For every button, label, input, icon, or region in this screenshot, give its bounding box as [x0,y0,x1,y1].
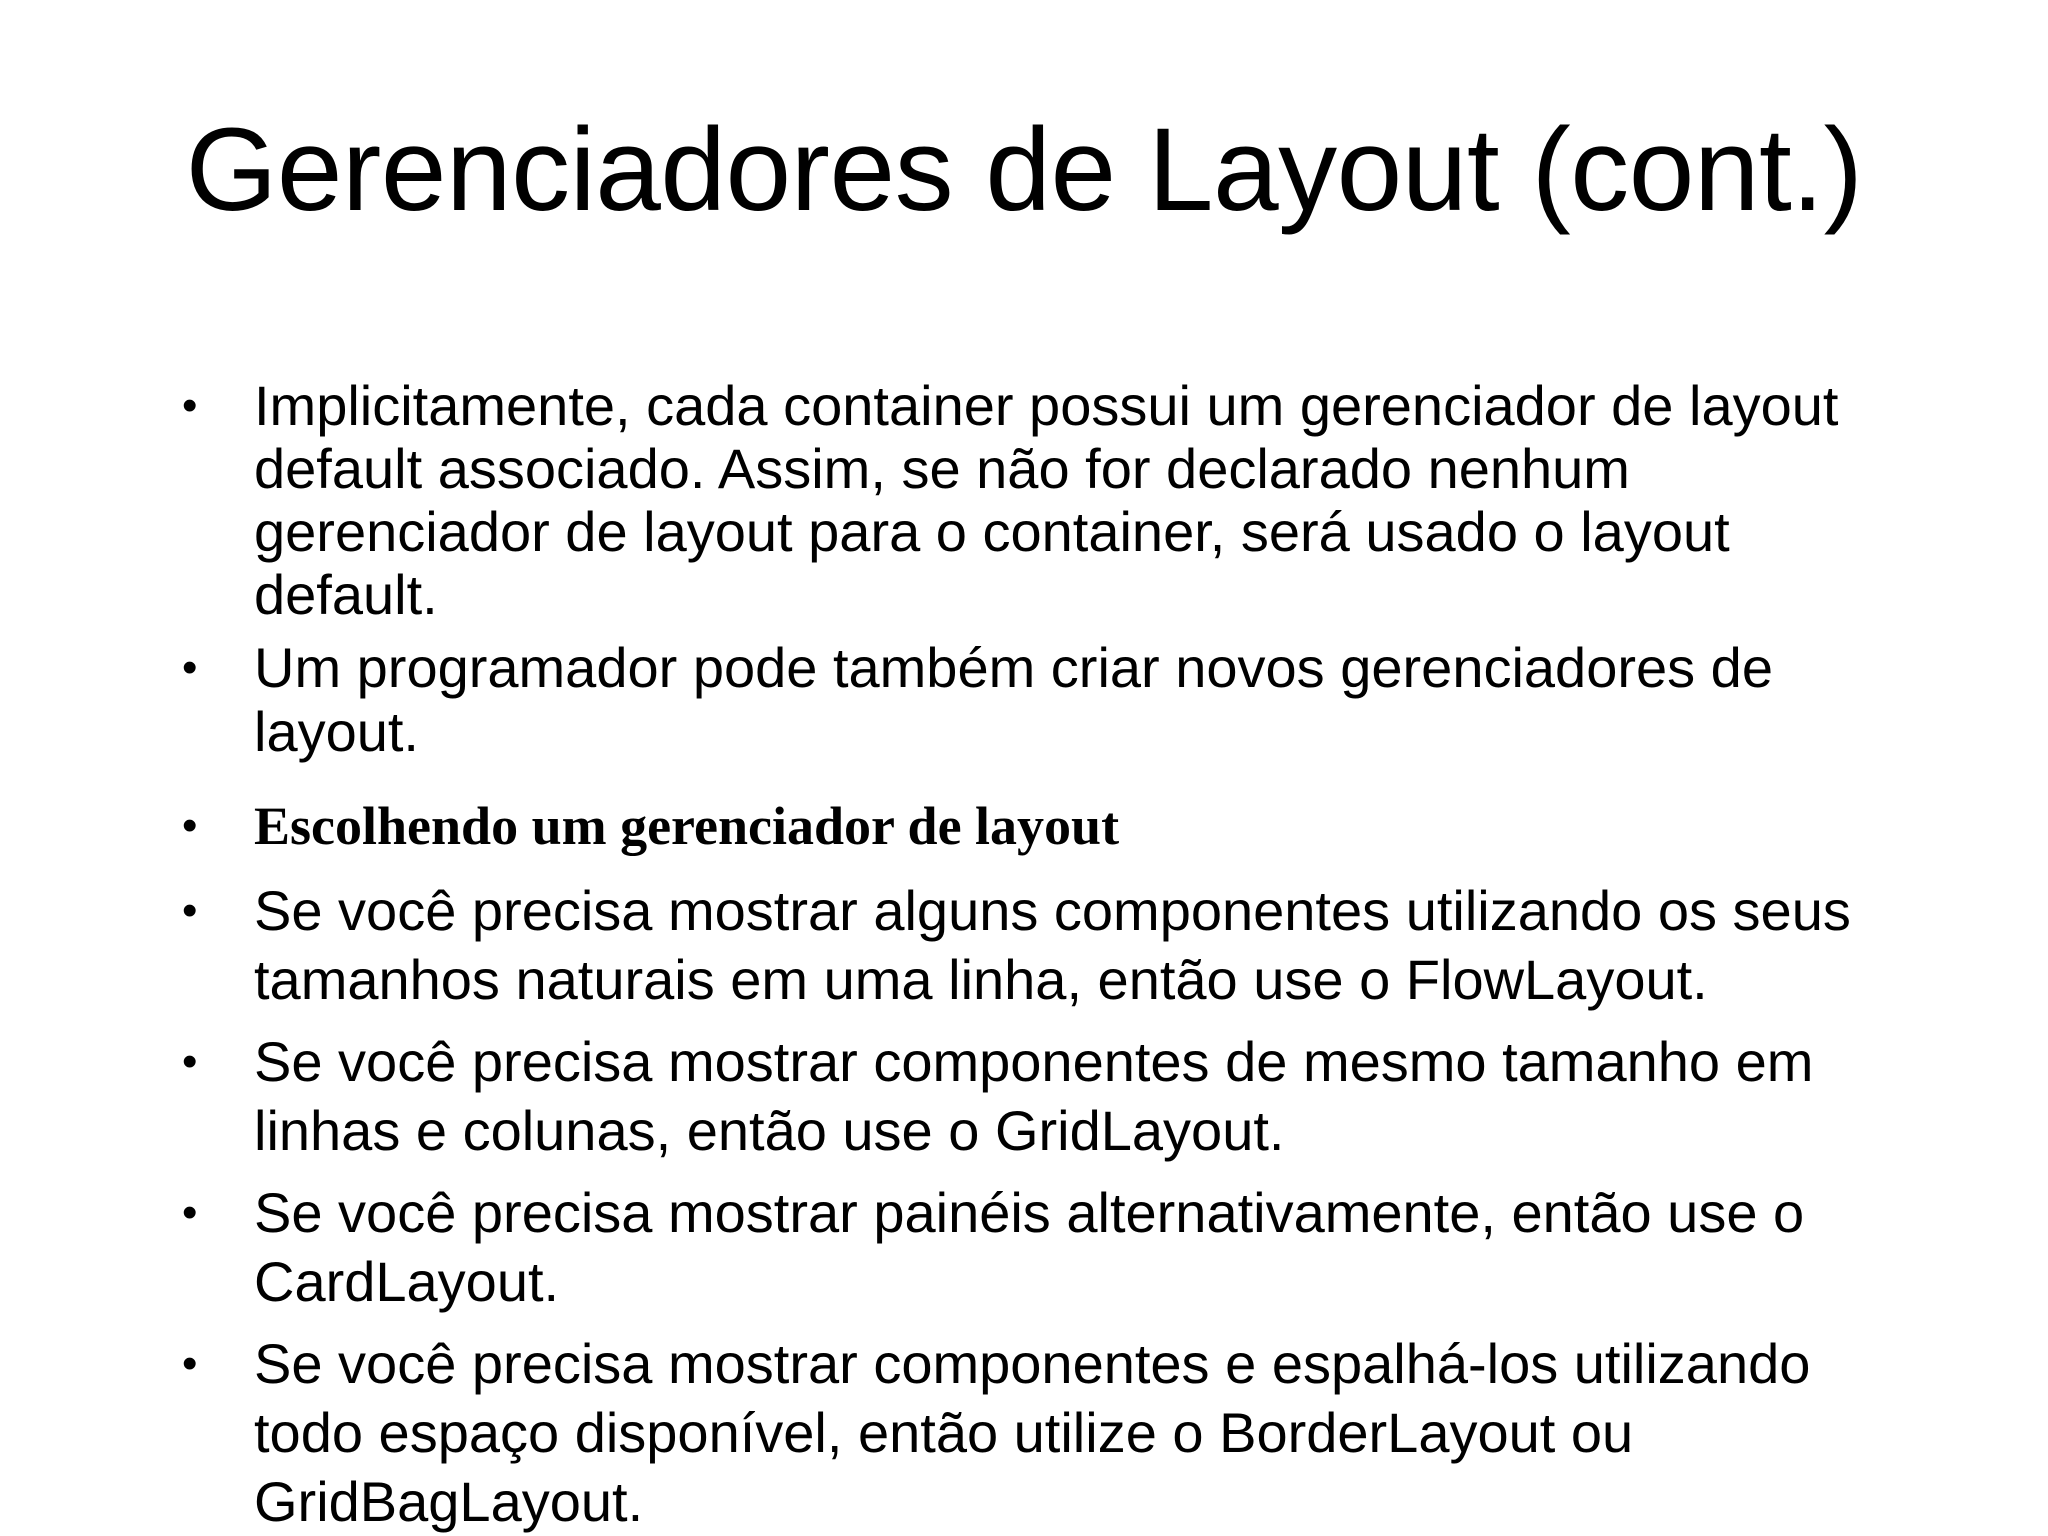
bullet-item [170,876,1910,1014]
bullet-item [170,1178,1910,1316]
bullet-icon: • [182,1037,198,1086]
bullet-item-heading [170,776,1910,876]
bullet-icon: • [182,886,198,935]
bullet-item [170,636,1910,764]
bullet-icon: • [182,381,198,430]
bullet-item [170,374,1910,626]
bullet-text: Se você precisa mostrar componentes de mesmo tamanho em linhas e colunas, então use o GridLayout. [254,1030,1814,1162]
slide-title: Gerenciadores de Layout (cont.) [185,104,1863,236]
bullet-item [170,1329,1910,1536]
bullet-item [170,1027,1910,1165]
bullet-text: Implicitamente, cada container possui um gerenciador de layout default associado. Assim, se não for declarado nenhum gerenciador de layout para o container, será usado o layout default. [254,374,1839,626]
bullet-text: Se você precisa mostrar componentes e espalhá-los utilizando todo espaço disponível, então utilize o BorderLayout ou GridBagLayout. [254,1332,1811,1533]
bullet-icon: • [182,643,198,692]
bullet-text: Se você precisa mostrar alguns componentes utilizando os seus tamanhos naturais em uma linha, então use o FlowLayout. [254,879,1851,1011]
bullet-text: Um programador pode também criar novos gerenciadores de layout. [254,636,1773,763]
bullet-icon: • [182,801,198,850]
bullet-icon: • [182,1339,198,1388]
bullet-list [170,374,1910,1536]
bullet-text: Escolhendo um gerenciador de layout [254,796,1120,856]
bullet-icon: • [182,1188,198,1237]
bullet-text: Se você precisa mostrar painéis alternativamente, então use o CardLayout. [254,1181,1805,1313]
